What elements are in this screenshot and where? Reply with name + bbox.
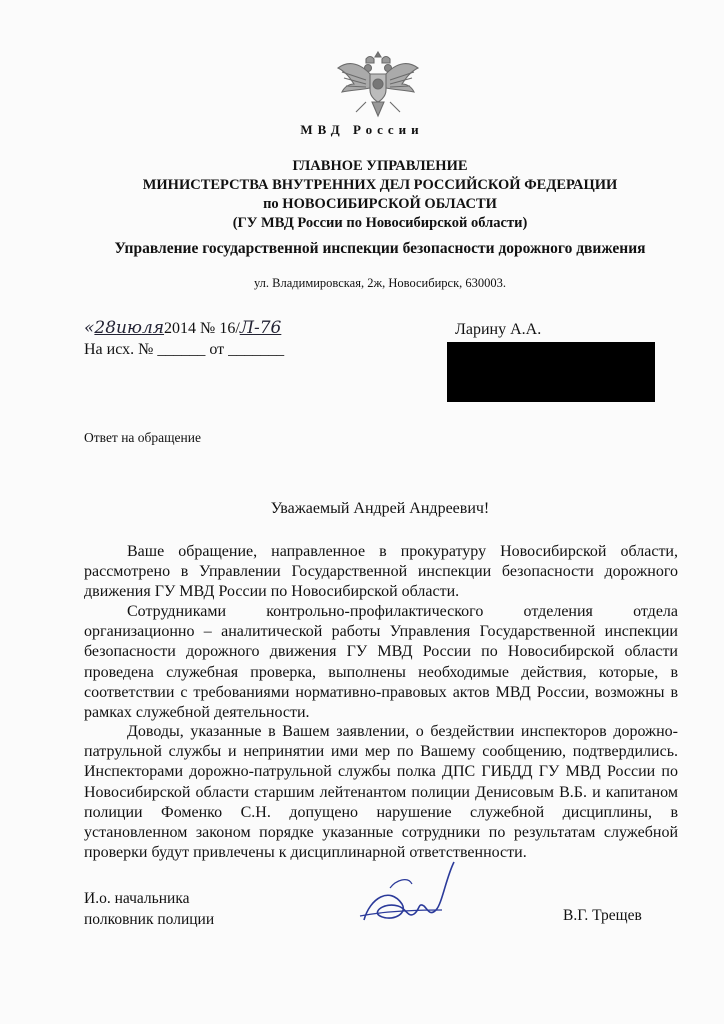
letter-number-handwritten: Л-76 — [239, 318, 282, 338]
body-paragraph-1 — [84, 542, 678, 603]
position-line-2: полковник полиции — [84, 911, 215, 928]
date-day: 28 — [94, 318, 117, 338]
redaction-block — [447, 342, 655, 402]
signatory-position — [84, 888, 214, 930]
header-line-4: (ГУ МВД России по Новосибирской области) — [232, 215, 528, 231]
address: ул. Владимировская, 2ж, Новосибирск, 630003. — [253, 276, 507, 290]
body-text-3: Доводы, указанные в Вашем заявлении, о бездействии инспекторов дорожно-патрульной службы и непринятии ими мер по Вашему сообщению, подтвердились. Инспекторами дорожно-патрульной службы полка ДПС ГИБДД ГУ МВД России по Новосибирской области старшим лейтенантом полиции Денисовым В.Б. и капитаном полиции Фоменко С.Н. допущено нарушение служебной дисциплины, в установленном законом порядке указанные сотрудники по результатам служебной проверки будут привлечены к дисциплинарной ответственности. — [84, 723, 678, 862]
department-name: Управление государственной инспекции безопасности дорожного движения — [114, 240, 646, 257]
header-line-2: МИНИСТЕРСТВА ВНУТРЕННИХ ДЕЛ РОССИЙСКОЙ ФЕДЕРАЦИИ — [142, 177, 618, 193]
date-month: июля — [116, 318, 165, 338]
date-year-number: 2014 № 16/ — [164, 320, 240, 337]
body-paragraph-2 — [84, 602, 678, 723]
double-headed-eagle-icon — [336, 50, 420, 120]
date-open-quote: « — [84, 318, 95, 338]
body-text-2: Сотрудниками контрольно-профилактического отделения отдела организационно – аналитической работы Управления Государственной инспекции безопасности дорожного движения ГУ МВД России по Новосибирской области проведена служебная проверка, выполнены необходимые действия, которые, в соответствии с требованиями нормативно-правовых актов МВД России, возможны в рамках служебной деятельности. — [84, 603, 678, 722]
recipient-name: Ларину А.А. — [455, 321, 542, 338]
body-paragraph-3 — [84, 722, 678, 863]
handwritten-signature — [350, 858, 460, 930]
org-short-name: МВД России — [300, 122, 424, 137]
signatory-name: В.Г. Трещев — [563, 907, 642, 924]
header-line-3: по НОВОСИБИРСКОЙ ОБЛАСТИ — [263, 196, 497, 212]
position-line-1: И.о. начальника — [84, 890, 190, 907]
body-text-1: Ваше обращение, направленное в прокуратуру Новосибирской области, рассмотрено в Управлении Государственной инспекции безопасности дорожного движения ГУ МВД России по Новосибирской области. — [84, 543, 678, 601]
salutation: Уважаемый Андрей Андреевич! — [270, 500, 490, 517]
outgoing-reference: На исх. № ______ от _______ — [84, 341, 285, 358]
header-line-1: ГЛАВНОЕ УПРАВЛЕНИЕ — [292, 158, 468, 174]
subject-line: Ответ на обращение — [84, 430, 201, 445]
letter-date-number — [84, 318, 281, 338]
